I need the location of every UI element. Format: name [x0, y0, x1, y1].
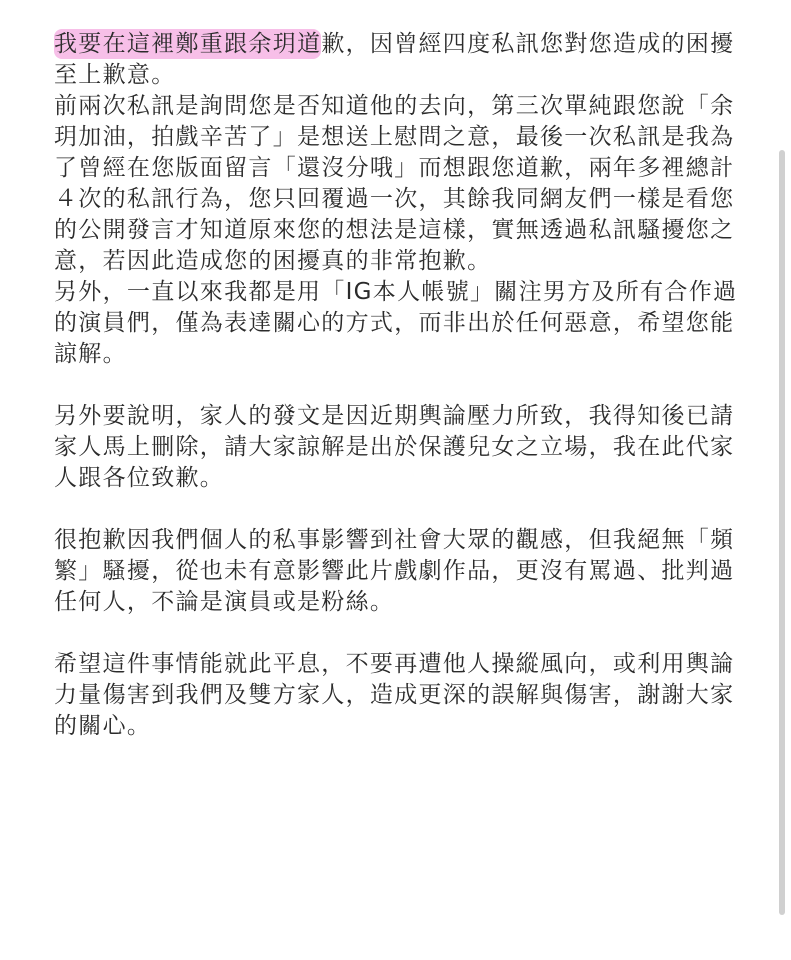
statement-document [54, 29, 744, 742]
paragraph-1-text: 歉，因曾經四度私訊您對您造成的困擾至上歉意。 [54, 31, 735, 88]
paragraph-apology-intro [54, 29, 744, 91]
paragraph-ig-account: 另外，一直以來我都是用「IG本人帳號」關注男方及所有合作過的演員們，僅為表達關心的方式，而非出於任何惡意，希望您能諒解。 [54, 279, 738, 367]
paragraph-spacer [54, 494, 744, 525]
paragraph-spacer [54, 370, 744, 401]
paragraph-public-apology: 很抱歉因我們個人的私事影響到社會大眾的觀感，但我絕無「頻繁」騷擾，從也未有意影響此片戲劇作品，更沒有罵過、批判過任何人，不論是演員或是粉絲。 [54, 527, 735, 615]
paragraph-family-post: 另外要說明，家人的發文是因近期輿論壓力所致，我得知後已請家人馬上刪除，請大家諒解是出於保護兒女之立場，我在此代家人跟各位致歉。 [54, 403, 735, 491]
scrollbar[interactable] [779, 150, 785, 915]
paragraph-private-messages: 前兩次私訊是詢問您是否知道他的去向，第三次單純跟您說「余玥加油，拍戲辛苦了」是想送上慰問之意，最後一次私訊是我為了曾經在您版面留言「還沒分哦」而想跟您道歉，兩年多裡總計４次的私訊行為，您只回覆過一次，其餘我同網友們一樣是看您的公開發言才知道原來您的想法是這樣，實無透過私訊騷擾您之意，若因此造成您的困擾真的非常抱歉。 [54, 93, 735, 274]
paragraph-spacer [54, 618, 744, 649]
highlighted-text: 我要在這裡鄭重跟余玥道 [54, 31, 322, 57]
paragraph-closing: 希望這件事情能就此平息，不要再遭他人操縱風向，或利用輿論力量傷害到我們及雙方家人，造成更深的誤解與傷害，謝謝大家的關心。 [54, 651, 735, 739]
